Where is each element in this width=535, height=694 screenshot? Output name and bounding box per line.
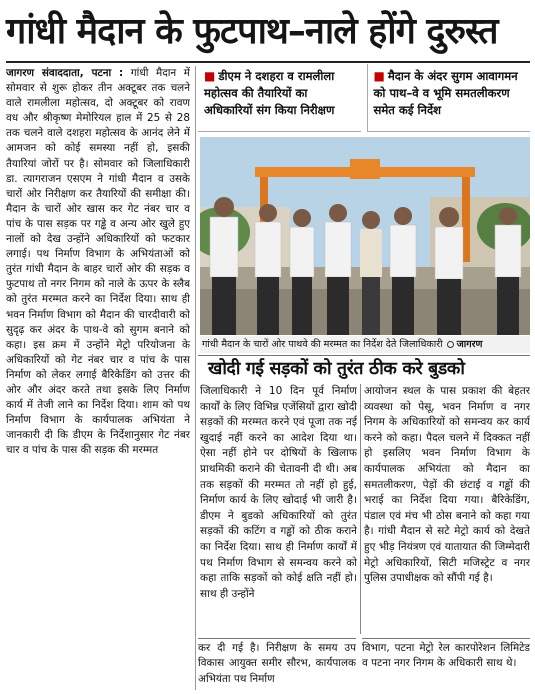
highlights <box>198 64 530 132</box>
left-column-article <box>6 66 190 692</box>
continuation-col2: विभाग, पटना मेट्रो रेल कारपोरेशन लिमिटेड व पटना नगर निगम के अधिकारी साथ थे। <box>362 638 530 692</box>
news-photo <box>200 137 530 335</box>
photo-credit: जागरण <box>456 339 483 350</box>
photo-caption <box>200 336 530 353</box>
sub-headline: खोदी गई सड़कों को तुरंत ठीक करे बुडको <box>198 355 530 381</box>
dateline: जागरण संवाददाता, पटना : <box>6 67 124 79</box>
highlight-box-2 <box>367 64 531 132</box>
headline-rule <box>6 61 530 63</box>
headline: गांधी मैदान के फुटपाथ–नाले होंगे दुरुस्त <box>6 11 498 52</box>
box-text-col1: जिलाधिकारी ने 10 दिन पूर्व निर्माण कार्यों के लिए विभिन्न एजेंसियों द्वारा खोदी सड़कों की मरम्मत करने एवं पूजा तक नई खुदाई नहीं करने का आदेश दिया था। ऐसा नहीं होने पर दोषियों के खिलाफ प्राथमिकी कराने की चेतावनी दी थी। अब तक सड़कों की मरम्मत तो नहीं हो हुई, निर्माण कार्य के लिए खोदाई भी जारी है। डीएम ने बुडको अधिकारियों को तुरंत सड़कों की कटिंग व गड्ढों को ठीक कराने का निर्देश दिया। साथ ही निर्माण कार्यों में पथ निर्माण विभाग से समन्वय करने को कहा ताकि सड़कों को कोई क्षति नहीं हो। साथ ही उन्होंने <box>200 385 357 600</box>
highlight-text-2: मैदान के अंदर सुगम आवागमन को पाथ–वे व भूमि समतलीकरण समेत कई निर्देश <box>373 69 518 117</box>
highlight-box-1 <box>198 64 361 132</box>
bullet-icon: ■ <box>204 69 216 83</box>
caption-text: गांधी मैदान के चारों ओर पाथवे की मरम्मत का निर्देश देते जिलाधिकारी <box>202 339 443 350</box>
column-divider <box>195 66 196 690</box>
officials-inspection-photo <box>200 137 530 335</box>
circle-icon <box>447 341 454 348</box>
box-column-divider <box>360 384 361 634</box>
bullet-icon: ■ <box>373 69 385 83</box>
left-column-body: गांधी मैदान में सोमवार से शुरू होकर तीन अक्टूबर तक चलने वाले रामलीला महोत्सव, दो अक्टूबर को रावण वध और श्रीकृष्ण मेमोरियल हाल में 25 से 28 तक चलने वाले दशहरा महोत्सव के आनंद लेने में आमजन को कोई समस्या नहीं हो, इसकी तैयारियां जोरों पर है। सोमवार को जिलाधिकारी डा. त्यागराजन एसएम ने गांधी मैदान व उसके चारों ओर निरीक्षण कर तैयारियों की समीक्षा की। मैदान के चारों ओर खास कर गेट नंबर चार व पांच के पास सड़क पर गड्ढे व अन्य ओर खुले हुए नालों को देख उन्होंने अधिकारियों को फटकार लगाई। पथ निर्माण विभाग के अभियंताओं को तुरंत गांधी मैदान के बाहर चारों ओर की सड़क व फुटपाथ तो नगर निगम को नाले के ऊपर के स्लैब को तुरंत मरम्मत करने का निर्देश दिया। साथ ही भवन निर्माण विभाग को मैदान की चारदीवारी को सुदृढ़ कर अंदर के पाथ-वे को सुगम बनाने को कहा। इस क्रम में उन्होंने मेट्रो परियोजना के अधिकारियों को गेट नंबर चार व पांच के पास निर्माण को लेकर लगाई बैरिकेडिंग को उत्तर की ओर और अंदर करते तथा इसके लिए निर्माण कार्य में तेजी लाने का निर्देश दिया। शाम को पथ निर्माण विभाग के कार्यपालक अभियंता ने जानकारी दी कि डीएम के निर्देशानुसार गेट नंबर चार व पांच के पास की सड़क की मरम्मत <box>6 67 190 457</box>
box-text-col2: आयोजन स्थल के पास प्रकाश की बेहतर व्यवस्था को पेसू, भवन निर्माण व नगर निगम के अधिकारियों को समन्वय कर कार्य करने को कहा। पैदल चलने में दिक्कत नहीं हो इसलिए भवन निर्माण विभाग के कार्यपालक अभियंता को मैदान का समतलीकरण, पेड़ों की छंटाई व गड्ढों की भराई का निर्देश दिया गया। बैरिकेडिंग, पंडाल एवं मंच भी ठोस बनाने को कहा गया है। गांधी मैदान से सटे मेट्रो कार्य को देखते हुए भीड़ नियंत्रण एवं यातायात की जिम्मेदारी मेट्रो अधिकारियों, सिटी मजिस्ट्रेट व नगर पुलिस उपाधीक्षक को सौंपी गई है। <box>364 385 530 585</box>
highlight-text-1: डीएम ने दशहरा व रामलीला महोत्सव की तैयारियों का अधिकारियों संग किया निरीक्षण <box>204 69 335 117</box>
continuation-col1: कर दी गई है। निरीक्षण के समय उप विकास आयुक्त समीर सौरभ, कार्यपालक अभियंता पथ निर्माण <box>198 638 356 692</box>
